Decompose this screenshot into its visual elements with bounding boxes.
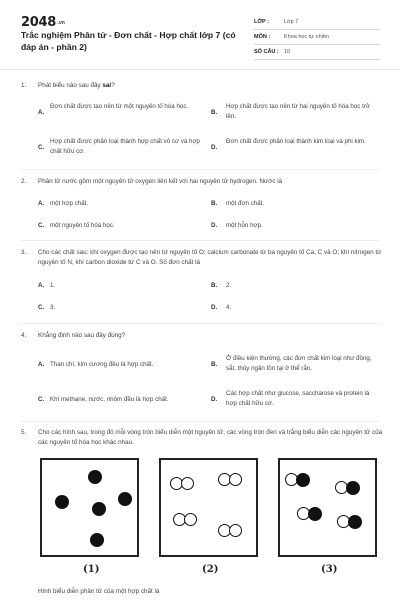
- black-atom: [348, 515, 362, 529]
- question-number: 3.: [21, 249, 27, 256]
- white-atom: [229, 473, 242, 486]
- figure-2-box: [159, 458, 258, 557]
- black-atom: [92, 502, 106, 516]
- question-divider: [21, 323, 379, 324]
- figure-1-box: [40, 458, 139, 557]
- meta-value: Lớp 7: [284, 19, 299, 25]
- question-divider: [21, 421, 379, 422]
- question-divider: [21, 240, 379, 241]
- figure-3-caption: (3): [321, 564, 338, 575]
- molecule-figures: [40, 458, 380, 575]
- black-atom: [88, 470, 102, 484]
- meta-key: SỐ CÂU :: [254, 49, 279, 55]
- black-atom: [296, 473, 310, 487]
- question-stem: Cho các chất sau: khí oxygen được tạo nên từ nguyên tố O; calcium carbonate từ ba nguyên tố Ca, C và O; khí nitrogen từ nguyên tố N; khí carbon dioxide từ C và O. Số đơn chất là: [38, 249, 382, 266]
- question-stem: Phát biểu nào sau đây sai?: [38, 82, 115, 89]
- figure-2-caption: (2): [202, 564, 219, 575]
- question-stem: Khẳng định nào sau đây đúng?: [38, 332, 126, 339]
- white-atom: [229, 524, 242, 537]
- worksheet-page: 2048.vn Trắc nghiệm Phân tử - Đơn chất - Hợp chất lớp 7 (có đáp án - phần 2) LỚP : Lớp 7 MÔN : Khoa học tự nhiên SỐ CÂU : 10 1. Phát biểu nào sau đây sai? A. Đơn chất được tạo nên từ một nguyên tố hóa học. B. Hợp chất được tạo nên từ hai nguyên tố hóa học trở lên. C. Hợp chất được phân loại thành hợp chất vô cơ và hợp chất hữu cơ. D. Đơn chất được phân loại thành kim loại và phi kim. 2. Phân tử nước gồm một nguyên tử oxygen liên kết với hai nguyên tử hydrogen. Nước là A. một hợp chất. B. một đơn chất. C. một nguyên tố hóa học. D. một hỗn hợp. 3. Cho các chất sau: khí oxygen được tạo nên từ nguyên tố O; calcium carbonate từ ba nguyên tố Ca, C và O; khí nitrogen từ nguyên tố N; khí carbon dioxide từ C và O. Số đơn chất là A. 1. B. 2. C. 3. D. 4. 4. Khẳng định nào sau đây đúng? A. Than chì, kim cương đều là hợp chất. B. Ở điều kiện thường, các đơn chất kim loại như đồng, sắt, thủy ngân tồn tại ở thể rắn. C. Khí methane, nước, nhôm đều là hợp chất. D. Các hợp chất như glucose, saccharose và protein là hợp chất hữu cơ. 5. Cho các hình sau, trong đó mỗi vòng tròn biểu diễn một nguyên tử; các vòng tròn đen và trắng biểu diễn các nguyên tử của các nguyên tố hóa học khác nhau. (1) (2) (3) Hình biểu diễn phân tử của một hợp chất là: [0, 0, 400, 600]
- black-atom: [346, 481, 360, 495]
- black-atom: [118, 492, 132, 506]
- header-divider: [0, 69, 400, 70]
- question-number: 1.: [21, 82, 27, 89]
- question-number: 2.: [21, 178, 27, 185]
- meta-key: LỚP :: [254, 19, 269, 25]
- figure-1-caption: (1): [83, 564, 100, 575]
- meta-row-subject: [254, 30, 380, 45]
- question-stem: Cho các hình sau, trong đó mỗi vòng tròn biểu diễn một nguyên tử; các vòng tròn đen và trắng biểu diễn các nguyên tử của các nguyên tố hóa học khác nhau.: [38, 429, 383, 446]
- figure-3-box: [278, 458, 377, 557]
- question-number: 4.: [21, 332, 27, 339]
- question-divider: [21, 169, 379, 170]
- site-logo[interactable]: 2048.vn: [21, 15, 65, 30]
- meta-value: 10: [284, 49, 291, 55]
- meta-key: MÔN :: [254, 34, 271, 40]
- question-number: 5.: [21, 429, 27, 436]
- white-atom: [181, 477, 194, 490]
- black-atom: [308, 507, 322, 521]
- meta-table: [254, 15, 380, 60]
- white-atom: [184, 513, 197, 526]
- page-title: Trắc nghiệm Phân tử - Đơn chất - Hợp chất lớp 7 (có đáp án - phần 2): [21, 30, 236, 52]
- meta-value: Khoa học tự nhiên: [284, 34, 329, 40]
- question-stem: Phân tử nước gồm một nguyên tử oxygen liên kết với hai nguyên tử hydrogen. Nước là: [38, 178, 283, 185]
- black-atom: [90, 533, 104, 547]
- black-atom: [55, 495, 69, 509]
- meta-row-grade: [254, 15, 380, 30]
- meta-row-count: [254, 45, 380, 60]
